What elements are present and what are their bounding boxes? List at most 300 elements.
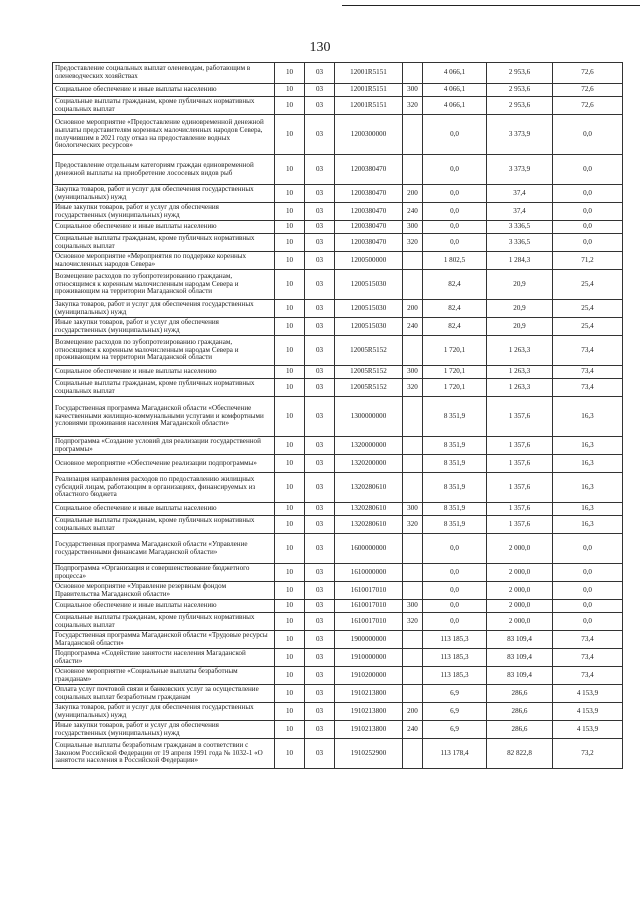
row-actual-amount: 1 357,6 — [487, 516, 553, 534]
row-expense-type — [403, 667, 423, 685]
row-target-code: 1320000000 — [335, 437, 403, 455]
table-row — [53, 582, 623, 600]
row-actual-amount: 286,6 — [487, 721, 553, 739]
row-subsection: 03 — [305, 155, 335, 185]
row-expense-type: 320 — [403, 234, 423, 252]
row-target-code: 1200380470 — [335, 234, 403, 252]
table-row — [53, 115, 623, 155]
row-actual-amount: 3 336,5 — [487, 234, 553, 252]
row-actual-amount: 2 953,6 — [487, 97, 553, 115]
page-number: 130 — [309, 40, 331, 55]
table-row — [53, 397, 623, 437]
row-actual-amount: 2 953,6 — [487, 63, 553, 84]
row-section: 10 — [275, 379, 305, 397]
row-execution-percent: 0,0 — [553, 185, 623, 203]
row-subsection: 03 — [305, 379, 335, 397]
row-actual-amount: 286,6 — [487, 703, 553, 721]
row-section: 10 — [275, 667, 305, 685]
row-execution-percent: 25,4 — [553, 318, 623, 336]
row-execution-percent: 25,4 — [553, 300, 623, 318]
row-actual-amount: 1 357,6 — [487, 455, 553, 473]
row-target-code: 1200515030 — [335, 270, 403, 300]
row-expense-type — [403, 685, 423, 703]
row-actual-amount: 2 000,0 — [487, 564, 553, 582]
table-row — [53, 564, 623, 582]
row-planned-amount: 0,0 — [423, 185, 487, 203]
row-name: Оплата услуг почтовой связи и банковских услуг за осуществление социальных выплат безработным гражданам — [53, 685, 275, 703]
row-subsection: 03 — [305, 115, 335, 155]
row-target-code: 1200380470 — [335, 203, 403, 221]
row-actual-amount: 20,9 — [487, 318, 553, 336]
row-actual-amount: 37,4 — [487, 203, 553, 221]
row-target-code: 1200300000 — [335, 115, 403, 155]
row-actual-amount: 82 822,8 — [487, 739, 553, 769]
table-row — [53, 221, 623, 234]
row-planned-amount: 6,9 — [423, 721, 487, 739]
row-actual-amount: 2 000,0 — [487, 613, 553, 631]
row-subsection: 03 — [305, 649, 335, 667]
row-subsection: 03 — [305, 516, 335, 534]
row-section: 10 — [275, 564, 305, 582]
row-execution-percent: 0,0 — [553, 115, 623, 155]
row-subsection: 03 — [305, 366, 335, 379]
row-actual-amount: 2 953,6 — [487, 84, 553, 97]
row-planned-amount: 82,4 — [423, 270, 487, 300]
row-section: 10 — [275, 366, 305, 379]
table-row — [53, 234, 623, 252]
row-expense-type: 300 — [403, 221, 423, 234]
row-execution-percent: 73,4 — [553, 649, 623, 667]
row-actual-amount: 1 263,3 — [487, 366, 553, 379]
row-section: 10 — [275, 703, 305, 721]
row-section: 10 — [275, 203, 305, 221]
row-execution-percent: 71,2 — [553, 252, 623, 270]
row-execution-percent: 0,0 — [553, 155, 623, 185]
row-actual-amount: 20,9 — [487, 270, 553, 300]
row-execution-percent: 0,0 — [553, 234, 623, 252]
row-actual-amount: 3 373,9 — [487, 115, 553, 155]
row-subsection: 03 — [305, 455, 335, 473]
table-row — [53, 252, 623, 270]
table-row — [53, 739, 623, 769]
row-expense-type — [403, 473, 423, 503]
row-expense-type — [403, 564, 423, 582]
row-execution-percent: 16,3 — [553, 397, 623, 437]
row-planned-amount: 6,9 — [423, 685, 487, 703]
row-expense-type: 320 — [403, 516, 423, 534]
row-planned-amount: 0,0 — [423, 115, 487, 155]
row-expense-type: 300 — [403, 366, 423, 379]
row-expense-type: 240 — [403, 721, 423, 739]
row-execution-percent: 73,2 — [553, 739, 623, 769]
row-section: 10 — [275, 631, 305, 649]
row-name: Социальное обеспечение и иные выплаты населению — [53, 600, 275, 613]
row-subsection: 03 — [305, 234, 335, 252]
row-name: Государственная программа Магаданской области «Управление государственными финансами Магаданской области» — [53, 534, 275, 564]
row-actual-amount: 1 263,3 — [487, 336, 553, 366]
row-execution-percent: 72,6 — [553, 63, 623, 84]
row-expense-type: 200 — [403, 300, 423, 318]
row-target-code: 12001R5151 — [335, 84, 403, 97]
row-subsection: 03 — [305, 703, 335, 721]
table-row — [53, 185, 623, 203]
row-subsection: 03 — [305, 84, 335, 97]
table-row — [53, 685, 623, 703]
row-section: 10 — [275, 721, 305, 739]
row-name: Основное мероприятие «Управление резервным фондом Правительства Магаданской области» — [53, 582, 275, 600]
row-section: 10 — [275, 221, 305, 234]
row-planned-amount: 0,0 — [423, 564, 487, 582]
row-execution-percent: 16,3 — [553, 437, 623, 455]
row-name: Государственная программа Магаданской области «Обеспечение качественными жилищно-коммунальными услугами и комфортными условиями проживания населения Магаданской области» — [53, 397, 275, 437]
row-section: 10 — [275, 84, 305, 97]
row-section: 10 — [275, 63, 305, 84]
row-name: Возмещение расходов по зубопротезированию гражданам, относящимся к коренным малочисленным народам Севера и проживающим на территории Магаданской области — [53, 270, 275, 300]
row-name: Социальные выплаты гражданам, кроме публичных нормативных социальных выплат — [53, 613, 275, 631]
row-expense-type: 320 — [403, 97, 423, 115]
top-rule — [342, 5, 640, 6]
row-target-code: 12005R5152 — [335, 379, 403, 397]
row-name: Закупка товаров, работ и услуг для обеспечения государственных (муниципальных) нужд — [53, 703, 275, 721]
row-execution-percent: 73,4 — [553, 667, 623, 685]
row-name: Социальное обеспечение и иные выплаты населению — [53, 366, 275, 379]
row-subsection: 03 — [305, 252, 335, 270]
row-target-code: 1910213800 — [335, 721, 403, 739]
table-row — [53, 613, 623, 631]
row-expense-type: 300 — [403, 600, 423, 613]
row-subsection: 03 — [305, 397, 335, 437]
row-execution-percent: 73,4 — [553, 336, 623, 366]
row-planned-amount: 0,0 — [423, 600, 487, 613]
row-planned-amount: 0,0 — [423, 234, 487, 252]
row-name: Закупка товаров, работ и услуг для обеспечения государственных (муниципальных) нужд — [53, 300, 275, 318]
row-execution-percent: 72,6 — [553, 97, 623, 115]
row-execution-percent: 16,3 — [553, 473, 623, 503]
table-row — [53, 600, 623, 613]
row-actual-amount: 83 109,4 — [487, 667, 553, 685]
table-row — [53, 379, 623, 397]
row-planned-amount: 0,0 — [423, 613, 487, 631]
row-section: 10 — [275, 437, 305, 455]
row-planned-amount: 4 066,1 — [423, 84, 487, 97]
row-execution-percent: 0,0 — [553, 203, 623, 221]
row-subsection: 03 — [305, 336, 335, 366]
row-expense-type: 240 — [403, 203, 423, 221]
row-target-code: 1320280610 — [335, 503, 403, 516]
table-row — [53, 203, 623, 221]
row-execution-percent: 0,0 — [553, 221, 623, 234]
row-subsection: 03 — [305, 503, 335, 516]
row-subsection: 03 — [305, 221, 335, 234]
row-planned-amount: 0,0 — [423, 203, 487, 221]
row-actual-amount: 20,9 — [487, 300, 553, 318]
row-planned-amount: 0,0 — [423, 221, 487, 234]
row-expense-type: 200 — [403, 185, 423, 203]
row-expense-type — [403, 582, 423, 600]
row-target-code: 1200380470 — [335, 155, 403, 185]
table-row — [53, 300, 623, 318]
row-name: Иные закупки товаров, работ и услуг для обеспечения государственных (муниципальных) нужд — [53, 203, 275, 221]
row-planned-amount: 113 185,3 — [423, 667, 487, 685]
row-section: 10 — [275, 613, 305, 631]
row-execution-percent: 73,4 — [553, 631, 623, 649]
row-section: 10 — [275, 336, 305, 366]
row-actual-amount: 3 373,9 — [487, 155, 553, 185]
row-actual-amount: 286,6 — [487, 685, 553, 703]
row-planned-amount: 8 351,9 — [423, 503, 487, 516]
row-name: Предоставление социальных выплат оленеводам, работающим в оленеводческих хозяйствах — [53, 63, 275, 84]
row-actual-amount: 1 357,6 — [487, 503, 553, 516]
row-section: 10 — [275, 155, 305, 185]
row-planned-amount: 4 066,1 — [423, 97, 487, 115]
row-execution-percent: 16,3 — [553, 503, 623, 516]
row-section: 10 — [275, 516, 305, 534]
row-name: Закупка товаров, работ и услуг для обеспечения государственных (муниципальных) нужд — [53, 185, 275, 203]
row-subsection: 03 — [305, 203, 335, 221]
row-section: 10 — [275, 397, 305, 437]
table-row — [53, 155, 623, 185]
row-actual-amount: 1 357,6 — [487, 473, 553, 503]
row-planned-amount: 0,0 — [423, 582, 487, 600]
row-subsection: 03 — [305, 97, 335, 115]
row-subsection: 03 — [305, 437, 335, 455]
table-row — [53, 97, 623, 115]
row-section: 10 — [275, 185, 305, 203]
row-expense-type: 200 — [403, 703, 423, 721]
row-name: Подпрограмма «Содействие занятости населения Магаданской области» — [53, 649, 275, 667]
row-expense-type — [403, 270, 423, 300]
row-target-code: 1910213800 — [335, 685, 403, 703]
row-planned-amount: 8 351,9 — [423, 473, 487, 503]
row-name: Социальное обеспечение и иные выплаты населению — [53, 84, 275, 97]
table-row — [53, 516, 623, 534]
row-target-code: 1600000000 — [335, 534, 403, 564]
row-target-code: 1610000000 — [335, 564, 403, 582]
row-expense-type — [403, 631, 423, 649]
row-actual-amount: 1 263,3 — [487, 379, 553, 397]
row-section: 10 — [275, 534, 305, 564]
table-row — [53, 336, 623, 366]
row-expense-type — [403, 397, 423, 437]
table-row — [53, 721, 623, 739]
row-name: Социальные выплаты гражданам, кроме публичных нормативных социальных выплат — [53, 379, 275, 397]
row-target-code: 1320280610 — [335, 516, 403, 534]
table-row — [53, 455, 623, 473]
row-target-code: 1320200000 — [335, 455, 403, 473]
row-expense-type — [403, 739, 423, 769]
row-expense-type — [403, 455, 423, 473]
row-name: Социальные выплаты гражданам, кроме публичных нормативных социальных выплат — [53, 97, 275, 115]
row-name: Иные закупки товаров, работ и услуг для обеспечения государственных (муниципальных) нужд — [53, 721, 275, 739]
row-actual-amount: 2 000,0 — [487, 600, 553, 613]
row-name: Возмещение расходов по зубопротезированию гражданам, относящимся к коренным малочисленным народам Севера и проживающим на территории Магаданской области — [53, 336, 275, 366]
row-planned-amount: 8 351,9 — [423, 455, 487, 473]
row-section: 10 — [275, 685, 305, 703]
row-execution-percent: 0,0 — [553, 534, 623, 564]
row-subsection: 03 — [305, 631, 335, 649]
table-row — [53, 437, 623, 455]
row-subsection: 03 — [305, 300, 335, 318]
row-actual-amount: 1 284,3 — [487, 252, 553, 270]
row-planned-amount: 82,4 — [423, 300, 487, 318]
row-section: 10 — [275, 318, 305, 336]
table-row — [53, 703, 623, 721]
row-section: 10 — [275, 582, 305, 600]
row-execution-percent: 72,6 — [553, 84, 623, 97]
table-row — [53, 63, 623, 84]
row-planned-amount: 0,0 — [423, 155, 487, 185]
row-subsection: 03 — [305, 582, 335, 600]
row-target-code: 1200380470 — [335, 185, 403, 203]
row-subsection: 03 — [305, 613, 335, 631]
row-planned-amount: 8 351,9 — [423, 397, 487, 437]
row-section: 10 — [275, 252, 305, 270]
row-execution-percent: 73,4 — [553, 379, 623, 397]
row-section: 10 — [275, 649, 305, 667]
row-name: Подпрограмма «Организация и совершенствование бюджетного процесса» — [53, 564, 275, 582]
row-section: 10 — [275, 600, 305, 613]
row-execution-percent: 0,0 — [553, 582, 623, 600]
row-actual-amount: 1 357,6 — [487, 437, 553, 455]
row-name: Социальные выплаты безработным гражданам в соответствии с Законом Российской Федерации от 19 апреля 1991 года № 1032-1 «О занятости населения в Российской Федерации» — [53, 739, 275, 769]
table-row — [53, 503, 623, 516]
row-name: Предоставление отдельным категориям граждан единовременной денежной выплаты на приобретение лососевых видов рыб — [53, 155, 275, 185]
row-name: Государственная программа Магаданской области «Трудовые ресурсы Магаданской области» — [53, 631, 275, 649]
row-expense-type — [403, 336, 423, 366]
row-section: 10 — [275, 234, 305, 252]
row-actual-amount: 83 109,4 — [487, 631, 553, 649]
row-planned-amount: 1 720,1 — [423, 366, 487, 379]
row-planned-amount: 6,9 — [423, 703, 487, 721]
row-expense-type — [403, 649, 423, 667]
row-target-code: 1900000000 — [335, 631, 403, 649]
row-subsection: 03 — [305, 685, 335, 703]
row-planned-amount: 1 720,1 — [423, 379, 487, 397]
row-actual-amount: 3 336,5 — [487, 221, 553, 234]
row-target-code: 1910000000 — [335, 649, 403, 667]
row-execution-percent: 4 153,9 — [553, 703, 623, 721]
row-name: Реализация направления расходов по предоставлению жилищных субсидий лицам, работающим в организациях, финансируемых из областного бюджета — [53, 473, 275, 503]
row-planned-amount: 113 185,3 — [423, 649, 487, 667]
row-expense-type: 300 — [403, 503, 423, 516]
budget-table-body — [53, 63, 623, 769]
row-expense-type — [403, 534, 423, 564]
row-subsection: 03 — [305, 667, 335, 685]
row-planned-amount: 4 066,1 — [423, 63, 487, 84]
row-target-code: 1300000000 — [335, 397, 403, 437]
row-actual-amount: 83 109,4 — [487, 649, 553, 667]
row-subsection: 03 — [305, 534, 335, 564]
row-target-code: 1610017010 — [335, 582, 403, 600]
row-name: Социальные выплаты гражданам, кроме публичных нормативных социальных выплат — [53, 516, 275, 534]
row-actual-amount: 1 357,6 — [487, 397, 553, 437]
row-planned-amount: 8 351,9 — [423, 516, 487, 534]
row-section: 10 — [275, 115, 305, 155]
table-row — [53, 534, 623, 564]
row-execution-percent: 73,4 — [553, 366, 623, 379]
row-actual-amount: 2 000,0 — [487, 534, 553, 564]
row-name: Иные закупки товаров, работ и услуг для обеспечения государственных (муниципальных) нужд — [53, 318, 275, 336]
row-execution-percent: 0,0 — [553, 564, 623, 582]
row-subsection: 03 — [305, 600, 335, 613]
row-execution-percent: 0,0 — [553, 600, 623, 613]
row-planned-amount: 113 178,4 — [423, 739, 487, 769]
row-planned-amount: 82,4 — [423, 318, 487, 336]
row-target-code: 1200500000 — [335, 252, 403, 270]
table-row — [53, 318, 623, 336]
table-row — [53, 649, 623, 667]
row-name: Основное мероприятие «Предоставление единовременной денежной выплаты представителям коренных малочисленных народов Севера, получившим в 2021 году отказ на предоставление водных биологических ресурсов» — [53, 115, 275, 155]
row-expense-type — [403, 437, 423, 455]
row-subsection: 03 — [305, 318, 335, 336]
row-target-code: 12001R5151 — [335, 97, 403, 115]
row-target-code: 1610017010 — [335, 600, 403, 613]
row-expense-type: 320 — [403, 379, 423, 397]
row-expense-type — [403, 63, 423, 84]
row-section: 10 — [275, 270, 305, 300]
table-row — [53, 631, 623, 649]
row-section: 10 — [275, 503, 305, 516]
table-row — [53, 84, 623, 97]
row-section: 10 — [275, 455, 305, 473]
row-execution-percent: 4 153,9 — [553, 721, 623, 739]
row-subsection: 03 — [305, 270, 335, 300]
row-target-code: 12005R5152 — [335, 366, 403, 379]
row-section: 10 — [275, 97, 305, 115]
row-actual-amount: 37,4 — [487, 185, 553, 203]
row-subsection: 03 — [305, 721, 335, 739]
row-target-code: 1910213800 — [335, 703, 403, 721]
budget-table — [52, 62, 623, 769]
table-row — [53, 270, 623, 300]
row-subsection: 03 — [305, 564, 335, 582]
row-execution-percent: 4 153,9 — [553, 685, 623, 703]
row-expense-type — [403, 115, 423, 155]
row-expense-type: 300 — [403, 84, 423, 97]
row-execution-percent: 16,3 — [553, 455, 623, 473]
row-target-code: 12001R5151 — [335, 63, 403, 84]
row-actual-amount: 2 000,0 — [487, 582, 553, 600]
row-planned-amount: 1 802,5 — [423, 252, 487, 270]
row-planned-amount: 8 351,9 — [423, 437, 487, 455]
row-name: Социальное обеспечение и иные выплаты населению — [53, 503, 275, 516]
row-execution-percent: 25,4 — [553, 270, 623, 300]
table-row — [53, 667, 623, 685]
row-expense-type — [403, 252, 423, 270]
row-subsection: 03 — [305, 473, 335, 503]
row-name: Основное мероприятие «Мероприятия по поддержке коренных малочисленных народов Севера» — [53, 252, 275, 270]
row-subsection: 03 — [305, 739, 335, 769]
row-expense-type: 320 — [403, 613, 423, 631]
row-section: 10 — [275, 473, 305, 503]
row-planned-amount: 113 185,3 — [423, 631, 487, 649]
row-target-code: 1200515030 — [335, 318, 403, 336]
row-name: Социальное обеспечение и иные выплаты населению — [53, 221, 275, 234]
row-target-code: 12005R5152 — [335, 336, 403, 366]
row-planned-amount: 0,0 — [423, 534, 487, 564]
row-name: Основное мероприятие «Социальные выплаты безработным гражданам» — [53, 667, 275, 685]
row-section: 10 — [275, 300, 305, 318]
row-target-code: 1200380470 — [335, 221, 403, 234]
row-planned-amount: 1 720,1 — [423, 336, 487, 366]
row-execution-percent: 0,0 — [553, 613, 623, 631]
row-target-code: 1910252900 — [335, 739, 403, 769]
row-execution-percent: 16,3 — [553, 516, 623, 534]
table-row — [53, 473, 623, 503]
row-subsection: 03 — [305, 185, 335, 203]
row-section: 10 — [275, 739, 305, 769]
row-target-code: 1610017010 — [335, 613, 403, 631]
